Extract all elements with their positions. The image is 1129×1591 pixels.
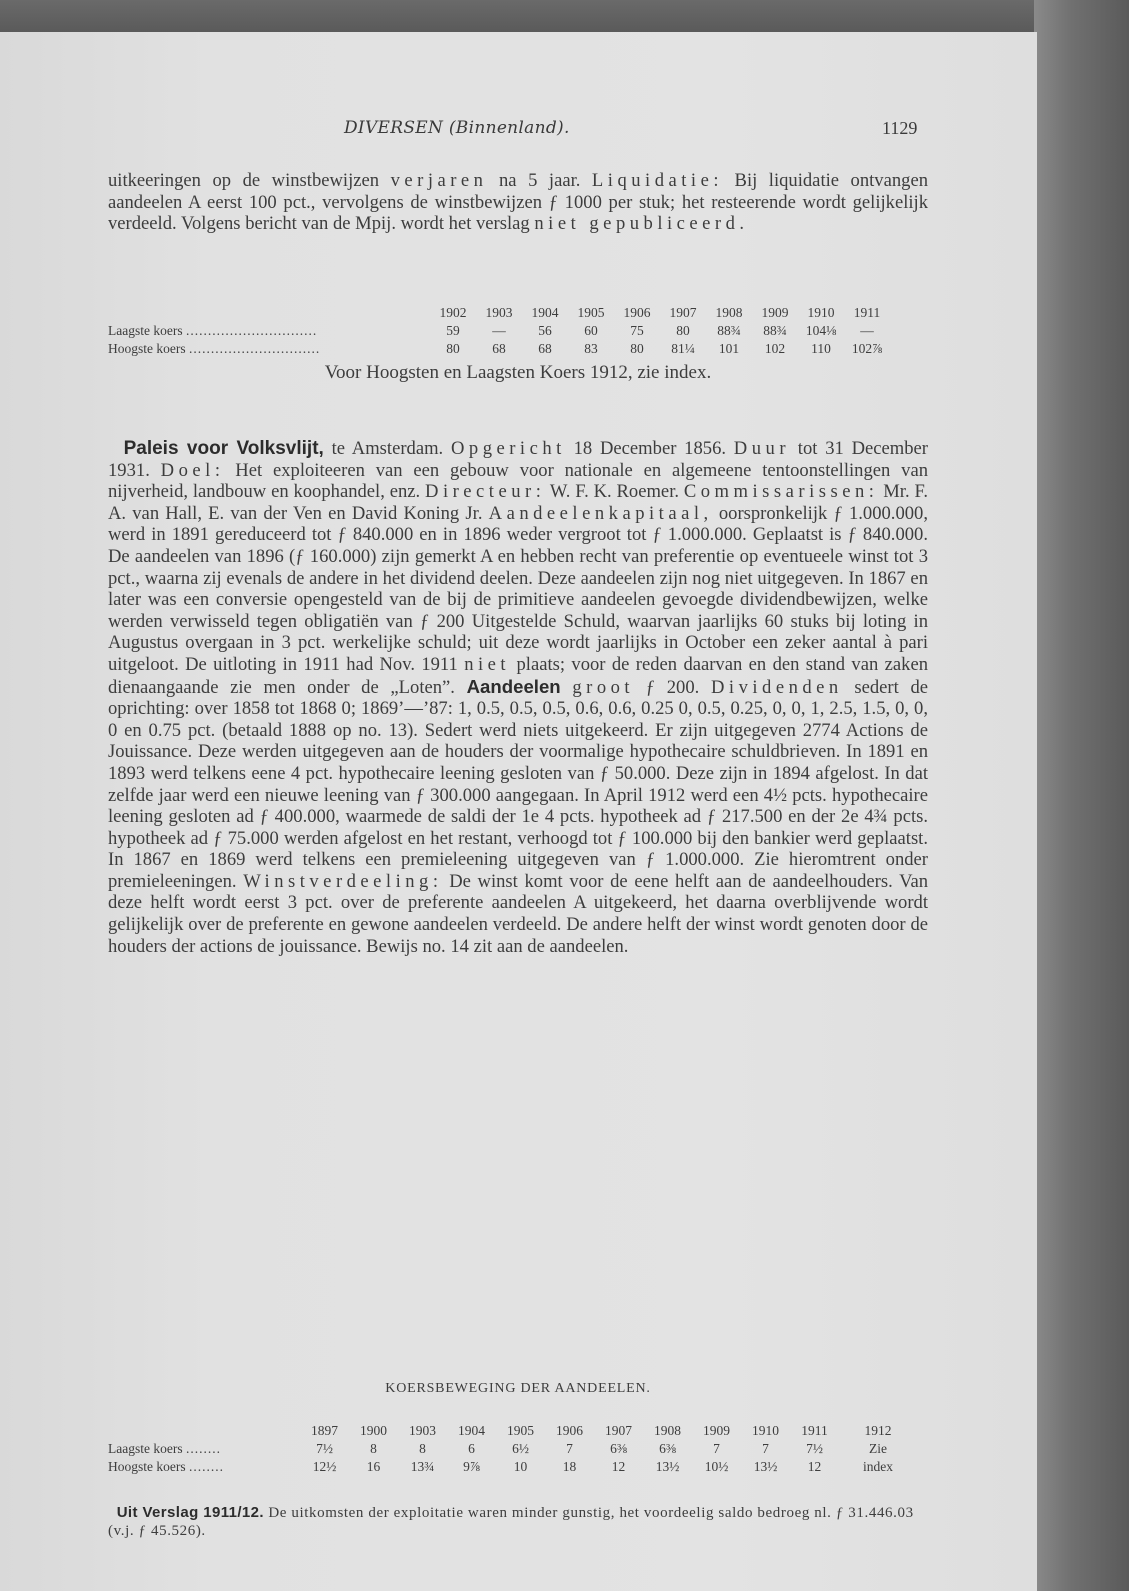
spaced-keyword: Doel: bbox=[160, 459, 225, 481]
cell: 9⅞ bbox=[463, 1459, 480, 1474]
year-header: 1902 bbox=[439, 305, 467, 320]
spaced-keyword: Directeur: bbox=[425, 481, 546, 503]
cell: 8 bbox=[419, 1441, 426, 1456]
year-header: 1900 bbox=[360, 1423, 387, 1438]
year-header: 1909 bbox=[703, 1423, 730, 1438]
cell: 10½ bbox=[704, 1459, 729, 1474]
text: uitkeeringen op de winstbewijzen bbox=[108, 170, 391, 191]
spaced-keyword: Aandeelenkapitaal, bbox=[488, 502, 713, 524]
year-header: 1908 bbox=[715, 305, 743, 320]
table-row bbox=[108, 322, 890, 340]
cell: 75 bbox=[630, 323, 644, 338]
cell: 10 bbox=[513, 1459, 528, 1474]
year-header: 1897 bbox=[311, 1423, 338, 1438]
text: sedert de oprichting: over 1858 tot 1868 0; 1869’—’87: 1, 0.5, 0.5, 0.5, 0.6, 0.6, 0.25 0, 0.5, 0.25, 0, 0, 1, 2.5, 1.5, 0, 0, 0 en 0.75 pct. (betaald 1888 op no. 13). Sedert werd niets uitgekeerd. Er zijn uitgegeven 2774 Actions de Jouissance. Deze werden uitgegeven aan de houders der voormalige hypothecaire schuldbrieven. In 1891 en 1893 werd telkens eene 4 pct. hypothecaire leening gesloten van ƒ 50.000. Deze zijn in 1894 afgelost. In dat zelfde jaar werd een nieuwe leening van ƒ 300.000 aangegaan. In April 1912 werd een 4½ pcts. hypothecaire leening gesloten ad ƒ 400.000, waarmede de saldi der 1e 4 pcts. hypotheek ad ƒ 217.500 en der 2e 4¾ pcts. hypotheek ad ƒ 75.000 werden afgelost en het restant, verhoogd tot ƒ 100.000 bij den bankier werd geplaatst. In 1867 en 1869 werd telkens een premieleening uitgegeven van ƒ 1.000.000. Zie hieromtrent onder premieleeningen. bbox=[108, 676, 929, 892]
spaced-keyword: Liquidatie: bbox=[591, 170, 724, 191]
cell: 7½ bbox=[316, 1441, 333, 1456]
cell: Zie bbox=[869, 1441, 887, 1456]
cell: — bbox=[492, 323, 506, 338]
year-header: 1906 bbox=[556, 1423, 583, 1438]
text: plaats; voor de reden daarvan en den stand van zaken dienaangaande zie men onder de „Loten”. bbox=[108, 653, 928, 698]
cell: 12 bbox=[611, 1459, 626, 1474]
text: 18 December 1856. bbox=[565, 438, 734, 459]
cell: 68 bbox=[538, 341, 552, 356]
cell: 104⅛ bbox=[805, 323, 837, 338]
year-header: 1910 bbox=[807, 305, 835, 320]
cell: 13¾ bbox=[410, 1459, 435, 1474]
text: na 5 jaar. bbox=[487, 170, 592, 191]
spaced-keyword: Winstverdeeling: bbox=[243, 870, 443, 892]
cell: 81¼ bbox=[671, 341, 695, 356]
spaced-keyword: verjaren bbox=[390, 170, 488, 191]
text: Mr. F. A. van Hall, E. van der Ven en David Koning Jr. bbox=[108, 481, 928, 524]
report-summary bbox=[108, 1504, 928, 1540]
cell: 13½ bbox=[655, 1459, 680, 1474]
spaced-keyword: niet bbox=[464, 653, 511, 675]
cell: 6⅜ bbox=[610, 1441, 627, 1456]
cell: 7 bbox=[566, 1441, 573, 1456]
year-header: 1908 bbox=[654, 1423, 681, 1438]
cell: 16 bbox=[366, 1459, 381, 1474]
book-page bbox=[0, 32, 1037, 1591]
text: Het exploiteeren van een gebouw voor nationale en algemeene tentoonstellingen van nijverheid, landbouw en koophandel, enz. bbox=[108, 459, 928, 503]
cell: 13½ bbox=[753, 1459, 778, 1474]
year-header: 1909 bbox=[761, 305, 789, 320]
cell: 110 bbox=[811, 341, 831, 356]
year-header: 1904 bbox=[531, 305, 559, 320]
table-header-row bbox=[108, 304, 890, 322]
cell: 59 bbox=[446, 323, 460, 338]
row-label: Laagste koers bbox=[108, 323, 183, 338]
year-header: 1912 bbox=[864, 1423, 892, 1438]
year-header: 1905 bbox=[507, 1423, 534, 1438]
table-note: Voor Hoogsten en Laagsten Koers 1912, zie index. bbox=[324, 362, 712, 383]
cell: 7 bbox=[762, 1441, 769, 1456]
year-header: 1907 bbox=[669, 305, 697, 320]
cell: 101 bbox=[718, 341, 740, 356]
leader-dots: .............................. bbox=[185, 323, 318, 338]
spaced-keyword: Dividenden bbox=[710, 676, 843, 698]
row-label: Hoogste koers bbox=[108, 341, 186, 356]
year-header: 1907 bbox=[605, 1423, 632, 1438]
year-header: 1910 bbox=[752, 1423, 779, 1438]
intro-paragraph bbox=[108, 170, 928, 235]
leader-dots: .............................. bbox=[189, 341, 321, 356]
text: W. F. K. Roemer. bbox=[545, 481, 684, 503]
scan-top-shadow bbox=[0, 0, 1129, 36]
cell: 6 bbox=[468, 1441, 475, 1456]
leader-dots: ........ bbox=[185, 1441, 221, 1456]
cell: 12½ bbox=[312, 1459, 337, 1474]
table-row bbox=[108, 1440, 917, 1458]
section-title: DIVERSEN (Binnenland). bbox=[344, 118, 570, 138]
cell: 102⅞ bbox=[851, 341, 883, 356]
cell: 7 bbox=[713, 1441, 720, 1456]
cell: 12 bbox=[807, 1459, 822, 1474]
cell: 88¾ bbox=[717, 323, 741, 338]
table-row bbox=[108, 1458, 917, 1476]
cell: 8 bbox=[370, 1441, 377, 1456]
cell: 18 bbox=[562, 1459, 577, 1474]
running-header bbox=[0, 118, 1037, 142]
spaced-keyword: Opgericht bbox=[450, 438, 566, 459]
year-header: 1903 bbox=[485, 305, 513, 320]
table-title: KOERSBEWEGING DER AANDEELEN. bbox=[385, 1381, 651, 1396]
text: te Amsterdam. bbox=[323, 438, 451, 459]
price-table-1902-1911 bbox=[108, 304, 890, 358]
cell: index bbox=[863, 1459, 893, 1474]
text: tot 31 December 1931. bbox=[108, 438, 928, 481]
table-header-row bbox=[108, 1422, 917, 1440]
cell: 80 bbox=[630, 341, 644, 356]
year-header: 1904 bbox=[458, 1423, 485, 1438]
spaced-keyword: niet gepubliceerd. bbox=[534, 213, 749, 235]
row-label: Laagste koers bbox=[108, 1441, 183, 1456]
year-header: 1905 bbox=[577, 305, 605, 320]
text bbox=[561, 677, 573, 698]
cell: — bbox=[860, 323, 874, 338]
report-text: De uitkomsten der exploitatie waren minder gunstig, het voordeelig saldo bedroeg nl. ƒ 31.446.03 (v.j. ƒ 45.526). bbox=[108, 1505, 914, 1539]
scan-right-edge bbox=[1034, 0, 1129, 1591]
company-name: Paleis voor Volksvlijt, bbox=[123, 438, 324, 459]
page-number: 1129 bbox=[882, 118, 918, 138]
cell: 7½ bbox=[806, 1441, 823, 1456]
cell: 83 bbox=[584, 341, 598, 356]
text: oorspronkelijk ƒ 1.000.000, werd in 1891 gereduceerd tot ƒ 840.000 en in 1896 weder vergroot tot ƒ 1.000.000. Geplaatst is ƒ 840.000. De aandeelen van 1896 (ƒ 160.000) zijn gemerkt A en hebben recht van preferentie op eventueele winst tot 3 pct., waarna zij evenals de andere in het dividend deelen. Deze aandeelen zijn nog niet uitgegeven. In 1867 en later was een conversie opengesteld van de bij de primitieve aandeelen gevoegde dividendbewijzen, welke werden verwisseld tegen obligatiën van ƒ 200 Uitgestelde Schuld, waarvan jaarlijks 60 stuks bij loting in Augustus overgaan in 3 pct. werkelijke schuld; uit deze wordt jaarlijks in October een zeker aantal à pari uitgeloot. De uitloting in 1911 had Nov. 1911 bbox=[108, 502, 928, 675]
text: ƒ 200. bbox=[634, 676, 711, 698]
cell: 6½ bbox=[512, 1441, 529, 1456]
company-entry bbox=[108, 438, 928, 957]
cell: 88¾ bbox=[763, 323, 787, 338]
year-header: 1911 bbox=[853, 305, 881, 320]
cell: 68 bbox=[492, 341, 506, 356]
report-heading: Uit Verslag 1911/12. bbox=[116, 1504, 264, 1521]
section-keyword: Aandeelen bbox=[466, 675, 561, 697]
cell: 6⅜ bbox=[659, 1441, 676, 1456]
cell: 60 bbox=[584, 323, 598, 338]
cell: 56 bbox=[538, 323, 552, 338]
cell: 102 bbox=[764, 341, 786, 356]
year-header: 1906 bbox=[623, 305, 651, 320]
spaced-keyword: groot bbox=[572, 676, 635, 698]
row-label: Hoogste koers bbox=[108, 1459, 186, 1474]
spaced-keyword: Commissarissen: bbox=[683, 481, 879, 503]
table-row bbox=[108, 340, 890, 358]
leader-dots: ........ bbox=[189, 1459, 224, 1474]
text: Bij liquidatie ontvangen aandeelen A eerst 100 pct., vervolgens de winstbewijzen ƒ 1000 per stuk; het resteerende wordt gelijkelijk verdeeld. Volgens bericht van de Mpij. wordt het verslag bbox=[108, 170, 928, 235]
spaced-keyword: Duur bbox=[733, 438, 791, 459]
year-header: 1903 bbox=[409, 1423, 436, 1438]
cell: 80 bbox=[676, 323, 690, 338]
price-table-1897-1912 bbox=[108, 1422, 917, 1476]
year-header: 1911 bbox=[801, 1423, 828, 1438]
text: De winst komt voor de eene helft aan de aandeelhouders. Van deze helft wordt eerst 3 pct. over de preferente aandeelen A uitgekeerd, het daarna overblijvende wordt gelijkelijk over de preferente en gewone aandeelen verdeeld. De andere helft der winst wordt genoten door de houders der actions de jouissance. Bewijs no. 14 zit aan de aandeelen. bbox=[108, 870, 928, 957]
cell: 80 bbox=[446, 341, 460, 356]
